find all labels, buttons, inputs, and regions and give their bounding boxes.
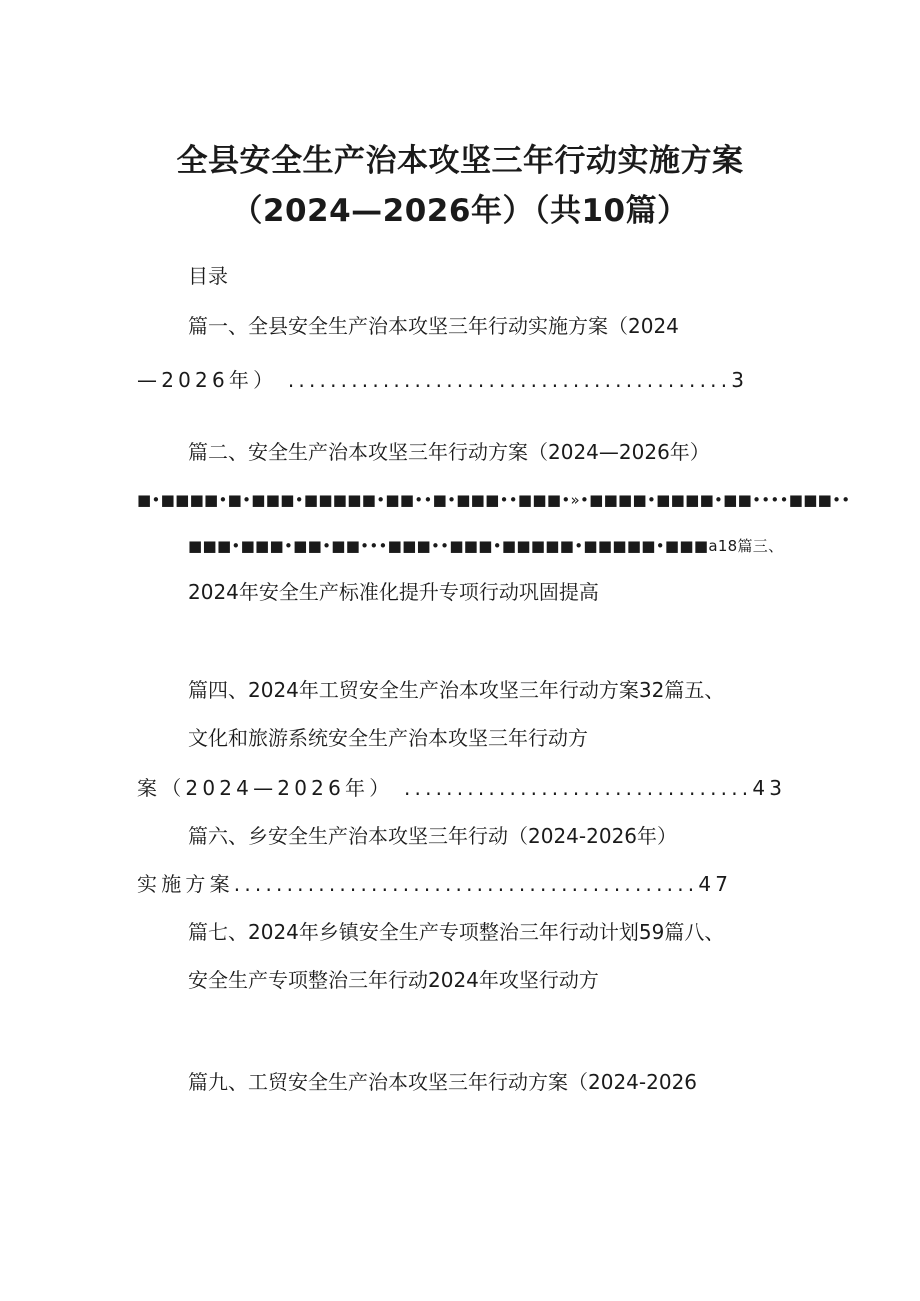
toc-entry-1: 篇一、全县安全生产治本攻坚三年行动实施方案（2024 <box>188 314 679 338</box>
toc-heading: 目录 <box>188 264 228 288</box>
toc-entry-5: 文化和旅游系统安全生产治本攻坚三年行动方 <box>188 726 588 750</box>
toc-entry-7: 篇七、2024年乡镇安全生产专项整治三年行动计划59篇八、 <box>188 920 725 944</box>
toc-entry-8: 安全生产专项整治三年行动2024年攻坚行动方 <box>188 968 599 992</box>
toc-entry-9: 篇九、工贸安全生产治本攻坚三年行动方案（2024-2026 <box>188 1070 698 1094</box>
toc-entry-2: 篇二、安全生产治本攻坚三年行动方案（2024—2026年） <box>188 440 710 464</box>
toc-garbled-line-2: ■■■•■■■•■■•■■•••■■■••■■■•■■■■■•■■■■■•■■■a18篇三、 <box>188 537 784 555</box>
title-line-2: （2024—2026年）（共10篇） <box>231 193 689 229</box>
title-line-1: 全县安全生产治本攻坚三年行动实施方案 <box>176 143 744 179</box>
document-title <box>0 136 920 236</box>
toc-entry-6-cont: 实施方案............................................47 <box>137 872 733 896</box>
toc-entry-1-cont: —2026年） ..........................................3 <box>137 368 749 392</box>
toc-entry-6: 篇六、乡安全生产治本攻坚三年行动（2024-2026年） <box>188 824 678 848</box>
toc-entry-4: 篇四、2024年工贸安全生产治本攻坚三年行动方案32篇五、 <box>188 678 725 702</box>
toc-garbled-line-1: ■•■■■■•■•■■■•■■■■■•■■••■•■■■••■■■•»•■■■■•■■■■•■■••••■■■•• <box>137 491 851 509</box>
toc-entry-5-cont: 案（2024—2026年） .................................43 <box>137 776 787 800</box>
toc-entry-3: 2024年安全生产标准化提升专项行动巩固提高 <box>188 580 599 604</box>
